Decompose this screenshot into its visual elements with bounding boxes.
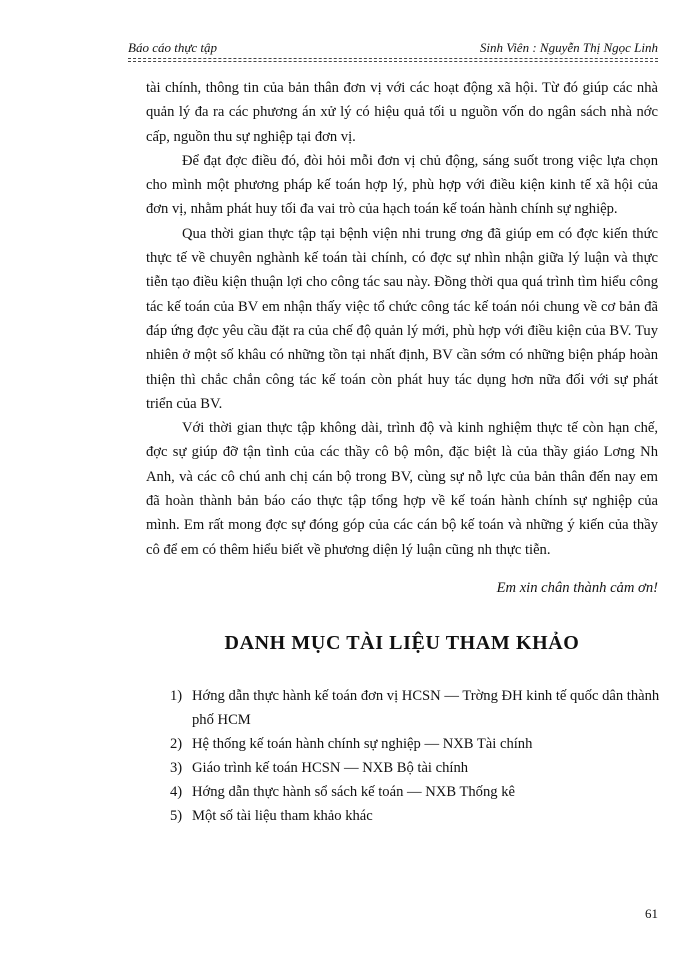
reference-text: Giáo trình kế toán HCSN — NXB Bộ tài chính: [192, 760, 469, 776]
reference-text: Một số tài liệu tham khảo khác: [192, 808, 373, 824]
reference-number: 5): [170, 808, 183, 824]
reference-item: [170, 732, 660, 756]
references-list: [170, 684, 660, 828]
body-text: [146, 76, 658, 562]
reference-text: Hệ thống kế toán hành chính sự nghiệp — NXB Tài chính: [192, 736, 533, 752]
references-heading: DANH MỤC TÀI LIỆU THAM KHẢO: [224, 632, 580, 654]
closing-thanks: Em xin chân thành cảm ơn!: [496, 580, 658, 596]
reference-item: [170, 756, 660, 780]
reference-item: [170, 780, 660, 804]
paragraph-1: tài chính, thông tin của bản thân đơn vị với các hoạt động xã hội. Từ đó giúp các nhà quản lý đa ra các phương án xử lý có hiệu quả tối u nguồn vốn do ngân sách nhà nớc cấp, nguồn thu sự nghiệp tại đơn vị.: [146, 80, 658, 145]
reference-text: Hớng dẫn thực hành sổ sách kế toán — NXB Thống kê: [192, 784, 515, 800]
paragraph-4: Với thời gian thực tập không dài, trình độ và kinh nghiệm thực tế còn hạn chế, đợc sự giúp đỡ tận tình của các thầy cô bộ môn, đặc biệt là của thầy giáo Lơng Nh Anh, và các cô chú anh chị cán bộ trong BV, cùng sự nỗ lực của bản thân đến nay em đã hoàn thành bản báo cáo thực tập tổng hợp về kế toán hành chính sự nghiệp của mình. Em rất mong đợc sự đóng góp của các cán bộ kế toán và những ý kiến của thầy cô để em có thêm hiểu biết về phương diện lý luận cũng nh thực tiễn.: [146, 420, 658, 558]
reference-number: 4): [170, 784, 183, 800]
page-header: [128, 40, 658, 58]
page-number: 61: [645, 906, 658, 921]
header-report-title: Báo cáo thực tập: [128, 40, 218, 55]
header-student-name: Sinh Viên : Nguyễn Thị Ngọc Linh: [479, 40, 658, 55]
header-divider: [128, 58, 658, 62]
paragraph-2: Để đạt đợc điều đó, đòi hỏi mỗi đơn vị chủ động, sáng suốt trong việc lựa chọn cho mình một phương pháp kế toán hợp lý, phù hợp với điều kiện kinh tế xã hội của đơn vị, nhằm phát huy tối đa vai trò của hạch toán kế toán hành chính sự nghiệp.: [146, 152, 658, 218]
reference-text: Hớng dẫn thực hành kế toán đơn vị HCSN — Trờng ĐH kinh tế quốc dân thành phố HCM: [192, 688, 660, 728]
reference-number: 2): [170, 736, 183, 752]
reference-item: [170, 684, 660, 732]
reference-number: 1): [170, 688, 183, 704]
reference-number: 3): [170, 760, 183, 776]
reference-item: [170, 804, 660, 828]
paragraph-3: Qua thời gian thực tập tại bệnh viện nhi trung ơng đã giúp em có đợc kiến thức thực tế về chuyên nghành kế toán tài chính, có đợc sự nhìn nhận giữa lý luận và thực tiễn tạo điều kiện thuận lợi cho công tác sau này. Đồng thời qua quá trình tìm hiểu công tác kế toán của BV em nhận thấy việc tổ chức công tác kế toán nói chung về cơ bản đã đáp ứng đợc yêu cầu đặt ra của chế độ quản lý mới, phù hợp với điều kiện của BV. Tuy nhiên ở một số khâu có những tồn tại nhất định, BV cần sớm có những biện pháp hoàn thiện thì chắc chắn công tác kế toán còn phát huy tác dụng hơn nữa đối với sự phát triển của BV.: [146, 225, 658, 412]
